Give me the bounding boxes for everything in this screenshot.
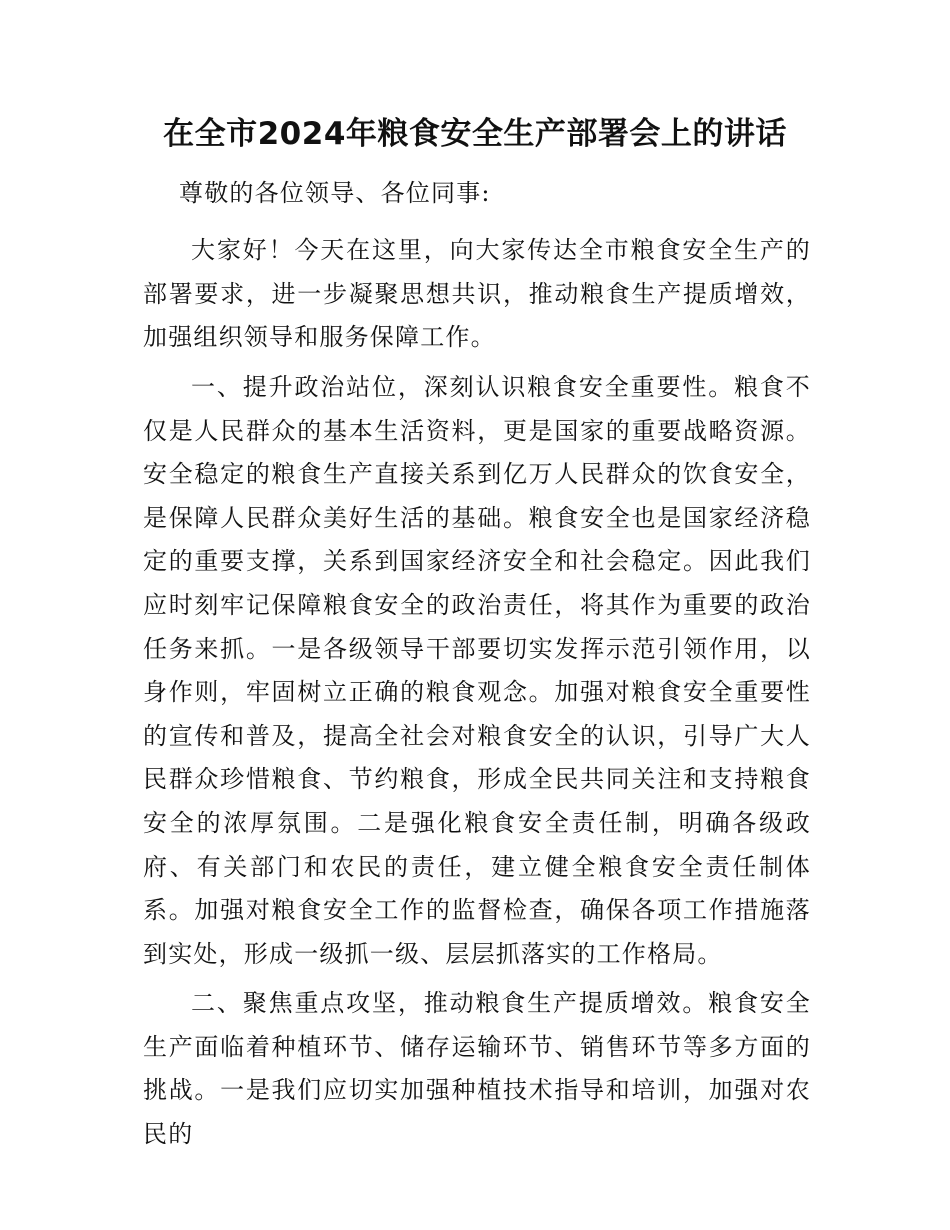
paragraph-section-one: 一、提升政治站位，深刻认识粮食安全重要性。粮食不仅是人民群众的基本生活资料，更是国家的重要战略资源。安全稳定的粮食生产直接关系到亿万人民群众的饮食安全，是保障人民群众美好生活的基础。粮食安全也是国家经济稳定的重要支撑，关系到国家经济安全和社会稳定。因此我们应时刻牢记保障粮食安全的政治责任，将其作为重要的政治任务来抓。一是各级领导干部要切实发挥示范引领作用，以身作则，牢固树立正确的粮食观念。加强对粮食安全重要性的宣传和普及，提高全社会对粮食安全的认识，引导广大人民群众珍惜粮食、节约粮食，形成全民共同关注和支持粮食安全的浓厚氛围。二是强化粮食安全责任制，明确各级政府、有关部门和农民的责任，建立健全粮食安全责任制体系。加强对粮食安全工作的监督检查，确保各项工作措施落到实处，形成一级抓一级、层层抓落实的工作格局。 <box>143 373 811 968</box>
salutation: 尊敬的各位领导、各位同事: <box>179 179 491 207</box>
paragraph-section-two: 二、聚焦重点攻坚，推动粮食生产提质增效。粮食安全生产面临着种植环节、储存运输环节、销售环节等多方面的挑战。一是我们应切实加强种植技术指导和培训，加强对农民的 <box>143 989 811 1148</box>
document-title: 在全市2024年粮食安全生产部署会上的讲话 <box>163 116 787 152</box>
paragraph-greeting: 大家好！今天在这里，向大家传达全市粮食安全生产的部署要求，进一步凝聚思想共识，推动粮食生产提质增效，加强组织领导和服务保障工作。 <box>143 236 811 352</box>
